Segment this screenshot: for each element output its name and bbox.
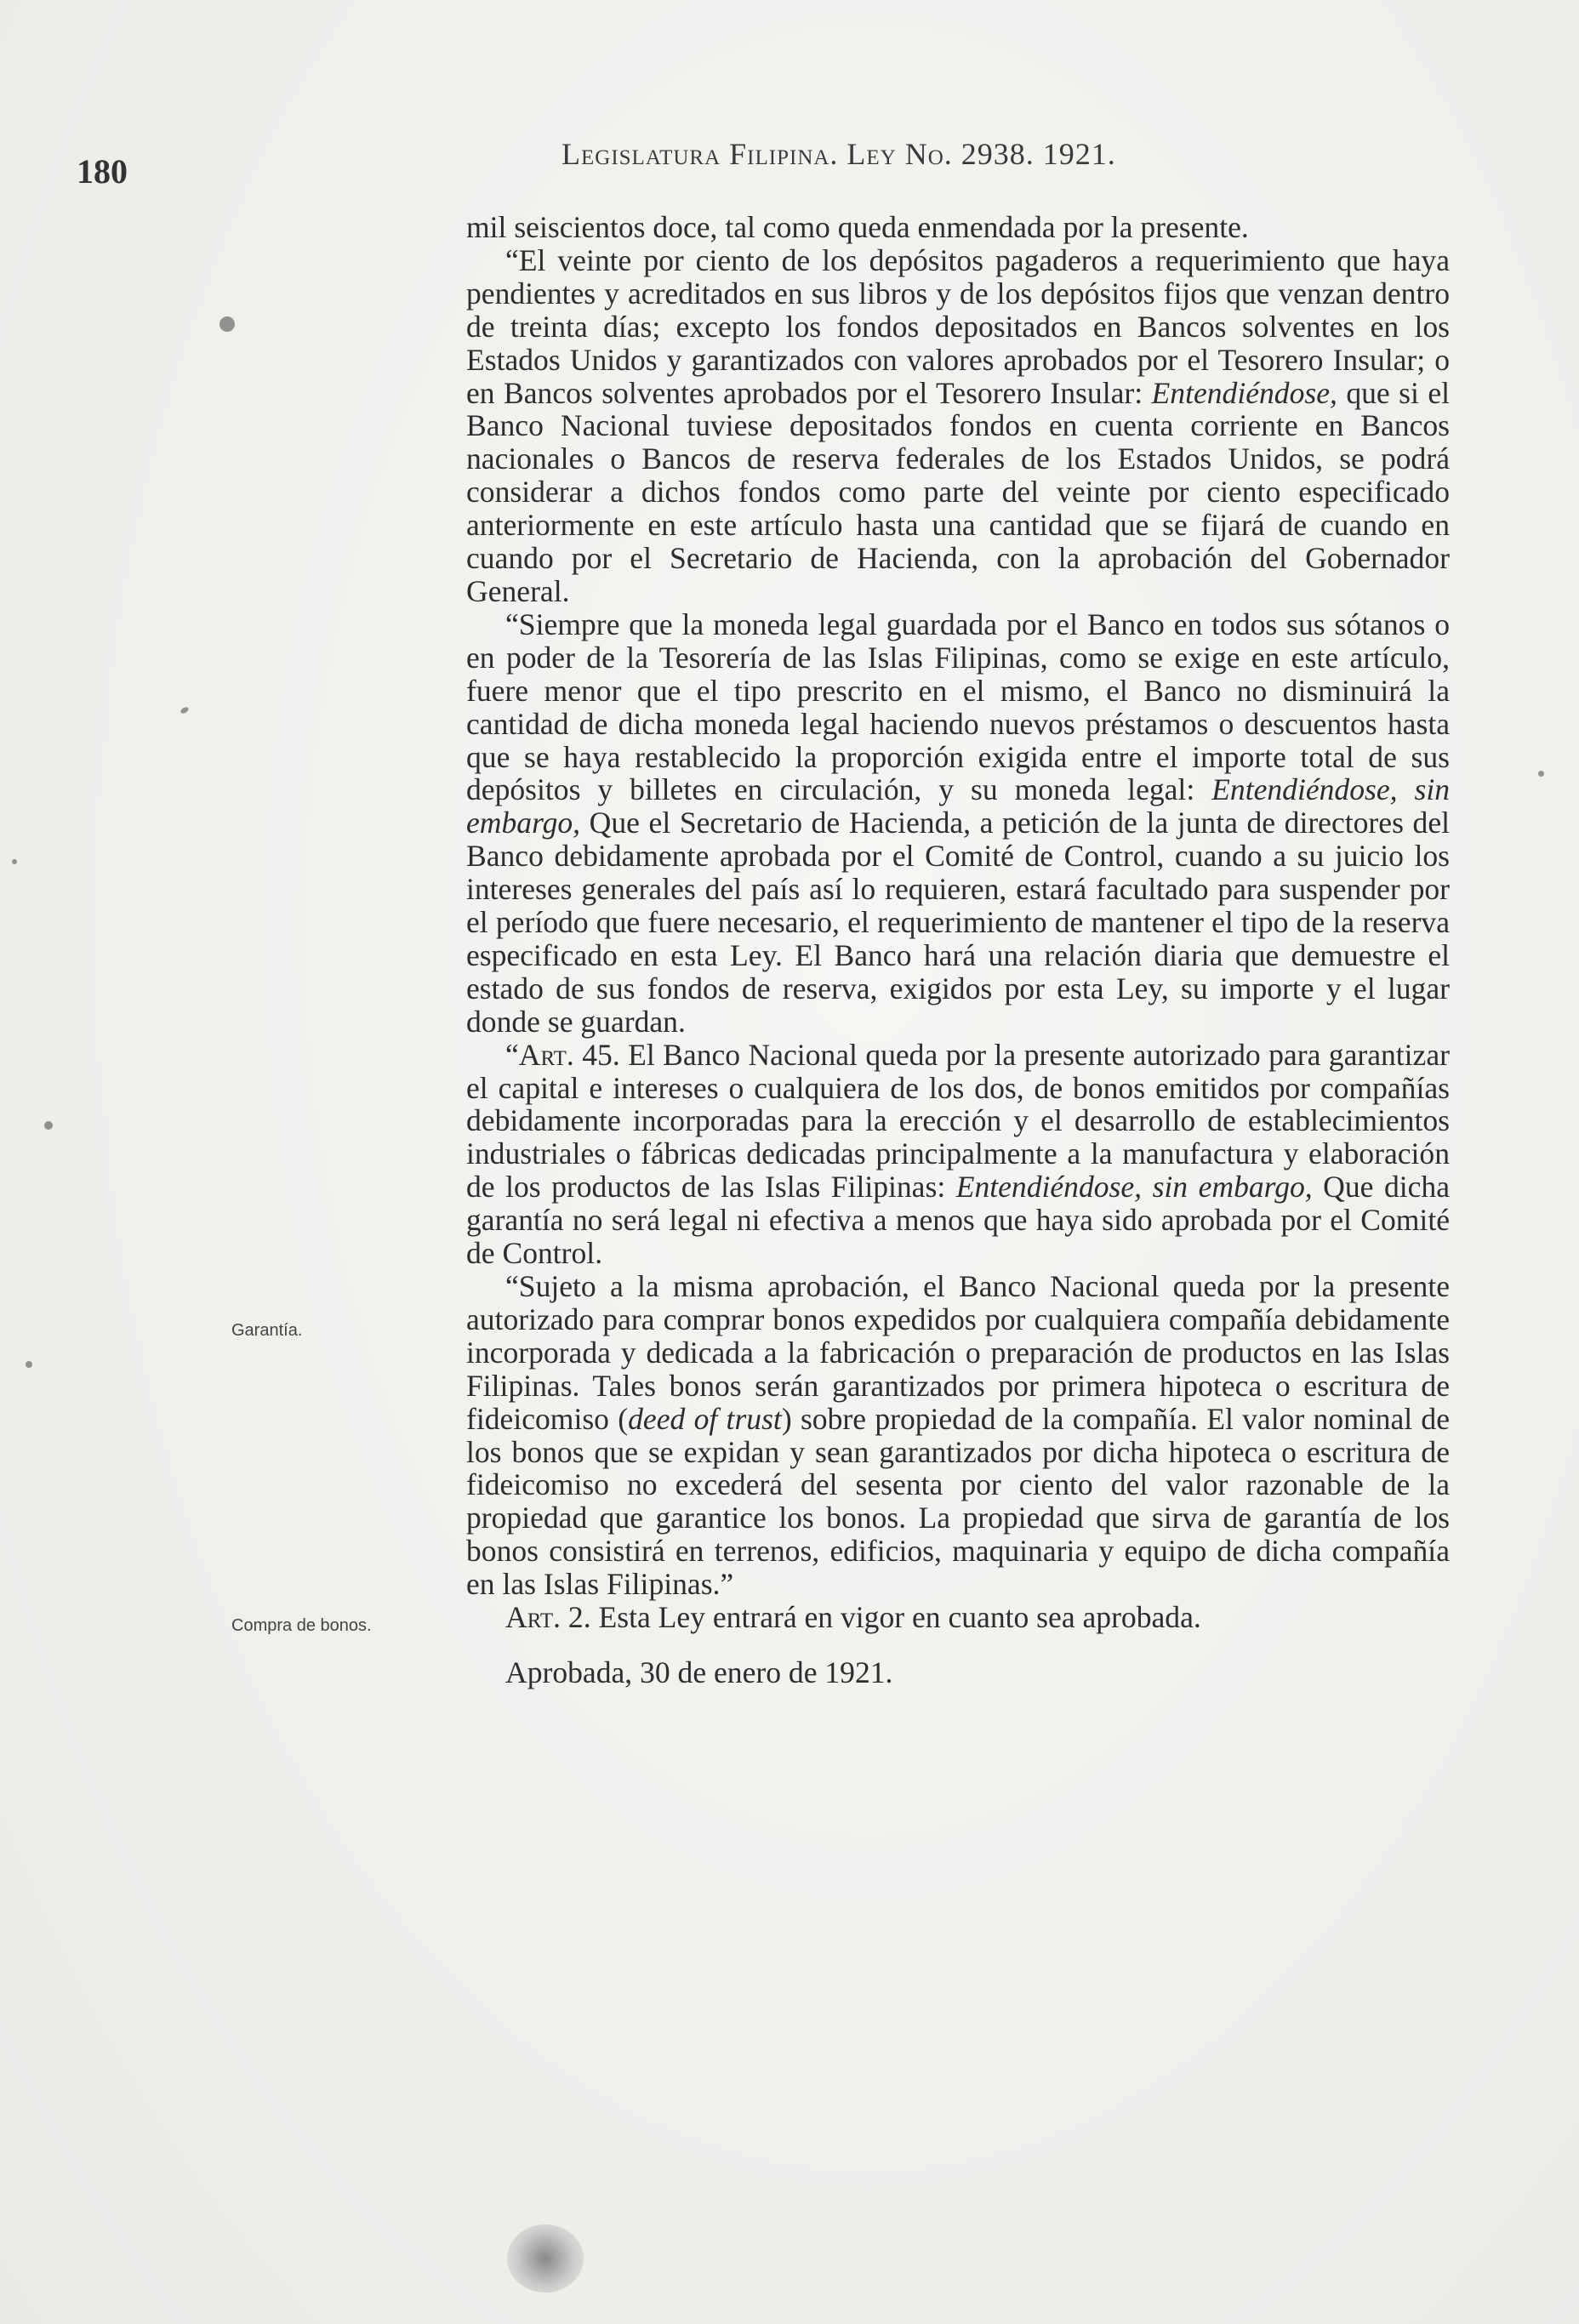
running-head: Legislatura Filipina. Ley No. 2938. 1921.: [561, 137, 1116, 171]
paragraph-bond-purchase: “Sujeto a la misma aprobación, el Banco Nacional queda por la presente autorizado para comprar bonos expedidos por cualquiera compañía debidamente incorporada y dedicada a la fabricación o preparación de productos en las Islas Filipinas. Tales bonos serán garantizados por primera hipoteca o escritura de fideicomiso (deed of trust) sobre propiedad de la compañía. El valor nominal de los bonos que se expidan y sean garantizados por dicha hipoteca o escritura de fideicomiso no excederá del sesenta por ciento del valor razonable de la propiedad que garantice los bonos. La propiedad que sirva de garantía de los bonos consistirá en terrenos, edificios, maquinaria y equipo de dicha compañía en las Islas Filipinas.”: [466, 1269, 1451, 1602]
paragraph-continuation: mil seiscientos doce, tal como queda enmendada por la presente.: [466, 210, 1249, 244]
scan-speck: [219, 316, 235, 332]
scan-speck: [12, 859, 17, 864]
scan-speck: [180, 706, 190, 715]
paragraph-art-45: “Art. 45. El Banco Nacional queda por la presente autorizado para garantizar el capital e intereses o cualquiera de los dos, de bonos emitidos por compañías debidamente incorporadas para la erección y el desarrollo de establecimientos industriales o fábricas dedicadas principalmente a la manufactura y elaboración de los productos de las Islas Filipinas: Entendiéndose, sin embargo, Que dicha garantía no será legal ni efectiva a menos que haya sido aprobada por el Comité de Control.: [466, 1037, 1451, 1271]
paragraph-reserve: “El veinte por ciento de los depósitos pagaderos a requerimiento que haya pendientes y acreditados en sus libros y de los depósitos fijos que venzan dentro de treinta días; excepto los fondos depositados en Bancos solventes en los Estados Unidos y garantizados con valores aprobados por el Tesorero Insular; o en Bancos solventes aprobados por el Tesorero Insular: Entendiéndose, que si el Banco Nacional tuviese depositados fondos en cuenta corriente en Bancos nacionales o Bancos de reserva federales de los Estados Unidos, se podrá considerar a dichos fondos como parte del veinte por ciento especificado anteriormente en este artículo hasta una cantidad que se fijará de cuando en cuando por el Secretario de Hacienda, con la aprobación del Gobernador General.: [466, 242, 1450, 608]
paragraph-art-2: Art. 2. Esta Ley entrará en vigor en cuanto sea aprobada.: [505, 1600, 1201, 1635]
page-number: 180: [77, 152, 128, 191]
paragraph-legal-tender: “Siempre que la moneda legal guardada por el Banco en todos sus sótanos o en poder de la Tesorería de las Islas Filipinas, como se exige en este artículo, fuere menor que el tipo prescrito en el mismo, el Banco no disminuirá la cantidad de dicha moneda legal haciendo nuevos préstamos o descuentos hasta que se haya restablecido la proporción exigida entre el importe total de sus depósitos y billetes en circulación, y su moneda legal: Entendiéndose, sin embargo, Que el Secretario de Hacienda, a petición de la junta de directores del Banco debidamente aprobada por el Comité de Control, cuando a su juicio los intereses generales del país así lo requieren, estará facultado para suspender por el período que fuere necesario, el requerimiento de mantener el tipo de la reserva especificado en esta Ley. El Banco hará una relación diaria que demuestre el estado de sus fondos de reserva, exigidos por esta Ley, su importe y el lugar donde se guardan.: [466, 607, 1451, 1039]
scan-blot: [507, 2224, 584, 2293]
scan-speck: [44, 1121, 53, 1130]
scan-speck: [1538, 771, 1544, 777]
body-text: [466, 211, 1450, 1689]
approval-date: Aprobada, 30 de enero de 1921.: [505, 1655, 893, 1689]
scan-speck: [26, 1361, 32, 1368]
margin-note-compra-de-bonos: Compra de bonos.: [231, 1616, 372, 1635]
margin-note-garantia: Garantía.: [231, 1321, 303, 1340]
